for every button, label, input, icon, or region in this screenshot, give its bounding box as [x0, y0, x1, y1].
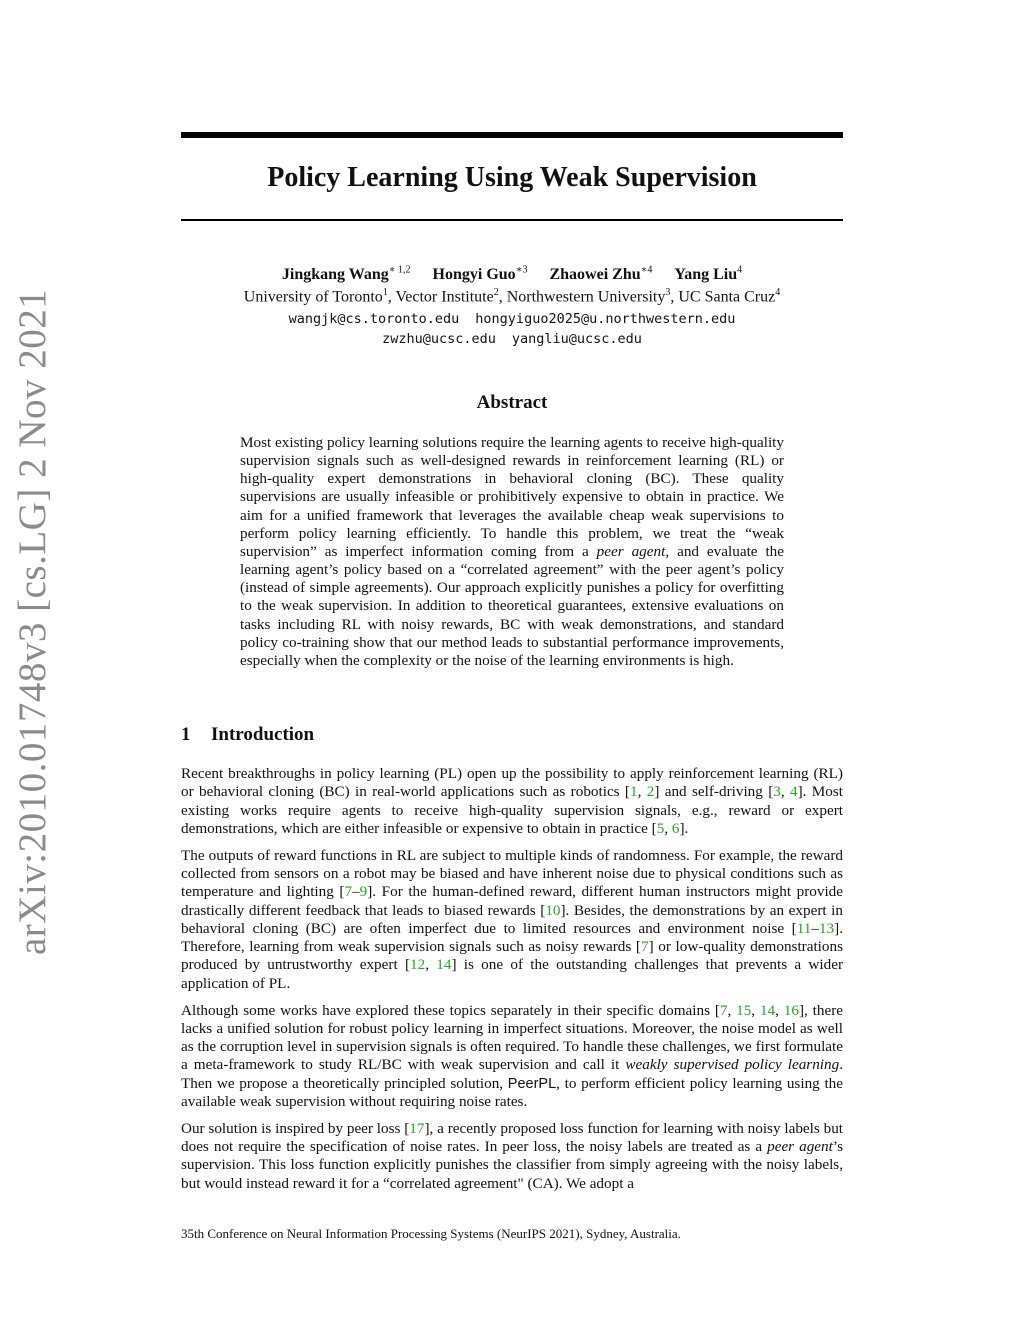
abstract-text: Most existing policy learning solutions require the learning agents to receive high-quality supervision signals such as well-designed rewards in reinforcement learning (RL) or high-quality expert demonstrations in behavioral cloning (BC). These quality supervisions are usually infeasible or prohibitively expensive to obtain in practice. We aim for a unified framework that leverages the available cheap weak supervisions to perform policy learning efficiently. To handle this problem, we treat the “weak supervision” as imperfect information coming from a peer agent, and evaluate the learning agent’s policy based on a “correlated agreement” with the peer agent’s policy (instead of simple agreements). Our approach explicitly punishes a policy for overfitting to the weak supervision. In addition to theoretical guarantees, extensive evaluations on tasks including RL with noisy rewards, BC with weak demonstrations, and standard policy co-training show that our method leads to substantial performance improvements, especially when the complexity or the noise of the learning environments is high.	[240, 434, 785, 669]
author: Zhaowei Zhu$^{∗4}$	[549, 265, 653, 284]
citation-link[interactable]: 11	[796, 919, 812, 937]
paragraph: The outputs of reward functions in RL are subject to multiple kinds of randomness. For example, the reward collected from sensors on a robot may be biased and have inherent noise due to physical conditions such as temperature and lighting [7–9]. For the human-defined reward, different human instructors might provide drastically different feedback that leads to biased rewards [10]. Besides, the demonstrations by an expert in behavioral cloning (BC) are often imperfect due to limited resources and environment noise [11–13]. Therefore, learning from weak supervision signals such as noisy rewards [7] or low-quality demonstrations produced by untrustworthy expert [12, 14] is one of the outstanding challenges that prevents a wider application of PL.	[181, 846, 844, 992]
paper-title: Policy Learning Using Weak Supervision	[267, 162, 757, 193]
citation-link[interactable]: 7	[344, 883, 353, 901]
citation-link[interactable]: 4	[789, 783, 798, 801]
citation-link[interactable]: 6	[671, 819, 680, 837]
author: Jingkang Wang$^{∗ 1,2}$	[281, 265, 411, 284]
citation-link[interactable]: 15	[736, 1001, 752, 1019]
arxiv-stamp: arXiv:2010.01748v3 [cs.LG] 2 Nov 2021	[11, 288, 54, 955]
citation-link[interactable]: 14	[759, 1001, 776, 1019]
citation-link[interactable]: 7	[719, 1001, 728, 1019]
email: yangliu@ucsc.edu	[511, 331, 642, 347]
email: zwzhu@ucsc.edu	[382, 331, 496, 347]
citation-link[interactable]: 1	[630, 783, 638, 801]
citation-link[interactable]: 9	[359, 883, 368, 901]
citation-link[interactable]: 14	[436, 956, 452, 974]
conference-footnote: 35th Conference on Neural Information Processing Systems (NeurIPS 2021), Sydney, Australia.	[181, 1226, 681, 1241]
citation-link[interactable]: 3	[773, 783, 781, 801]
citation-link[interactable]: 16	[783, 1001, 799, 1019]
citation-link[interactable]: 5	[656, 819, 665, 837]
section-heading: 1 Introduction	[181, 724, 315, 745]
author-list	[181, 265, 843, 284]
method-name: PeerPL	[507, 1075, 557, 1092]
paragraph: Recent breakthroughs in policy learning (PL) open up the possibility to apply reinforcement learning (RL) or behavioral cloning (BC) in real-world applications such as robotics [1, 2] and self-driving [3, 4]. Most existing works require agents to receive high-quality supervision signals, e.g., reward or expert demonstrations, which are either infeasible or expensive to obtain in practice [5, 6].	[181, 765, 843, 837]
paragraph: Our solution is inspired by peer loss [17], a recently proposed loss function for learning with noisy labels but does not require the specification of noise rates. In peer loss, the noisy labels are treated as a peer agent’s supervision. This loss function explicitly punishes the classifier from simply agreeing with the noisy labels, but would instead reward it for a “correlated agreement" (CA). We adopt a	[181, 1119, 844, 1192]
body-text	[181, 765, 843, 1202]
author: Hongyi Guo$^{∗3}$	[432, 265, 528, 284]
email: wangjk@cs.toronto.edu	[288, 311, 460, 327]
title-rule-bottom	[181, 219, 843, 221]
citation-link[interactable]: 10	[545, 901, 561, 919]
citation-link[interactable]: 7	[641, 938, 649, 956]
affiliations: University of Toronto$^1$, Vector Institute$^2$, Northwestern University$^3$, UC Santa Cruz$^4$	[243, 287, 781, 306]
citation-link[interactable]: 17	[409, 1119, 425, 1137]
abstract-heading: Abstract	[476, 392, 548, 413]
citation-link[interactable]: 2	[646, 783, 655, 801]
author-emails	[181, 309, 843, 349]
citation-link[interactable]: 13	[818, 919, 835, 937]
author: Yang Liu$^4$	[674, 265, 743, 284]
email: hongyiguo2025@u.northwestern.edu	[475, 311, 736, 327]
citation-link[interactable]: 12	[410, 956, 426, 974]
title-rule-top	[181, 132, 843, 138]
paragraph: Although some works have explored these topics separately in their specific domains [7, 15, 14, 16], there lacks a unified solution for robust policy learning in imperfect situations. Moreover, the noise model as well as the corruption level in supervision signals is often required. To handle these challenges, we first formulate a meta-framework to study RL/BC with weak supervision and call it weakly supervised policy learning. Then we propose a theoretically principled solution, PeerPL, to perform efficient policy learning using the available weak supervision without requiring noise rates.	[181, 1001, 844, 1111]
